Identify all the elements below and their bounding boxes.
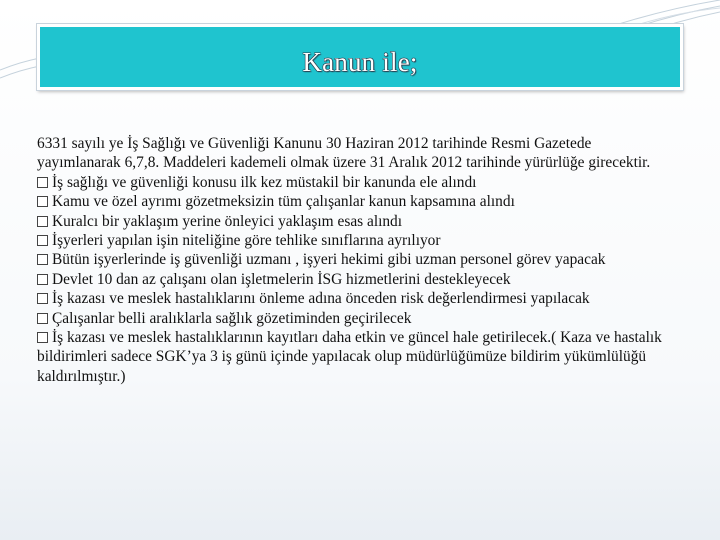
square-bullet-icon [37,274,48,285]
bullet-item [37,309,667,328]
bullet-text: İş kazası ve meslek hastalıklarının kayıtları daha etkin ve güncel hale getirilecek.( Kaza ve hastalık bildirimleri sadece SGK’ya 3 iş günü içinde yapılacak olup müdürlüğümüze bildirim yükümlülüğü kaldırılmıştır.) [37,329,662,385]
bullet-item [37,231,667,250]
square-bullet-icon [37,313,48,324]
bullet-text: İş sağlığı ve güvenliği konusu ilk kez müstakil bir kanunda ele alındı [52,173,477,191]
square-bullet-icon [37,196,48,207]
bullet-text: İşyerleri yapılan işin niteliğine göre tehlike sınıflarına ayrılıyor [52,232,441,250]
bullet-item [37,328,667,386]
bullet-text: Kuralcı bir yaklaşım yerine önleyici yaklaşım esas alındı [52,212,403,230]
bullet-item [37,270,667,289]
bullet-item [37,192,667,211]
bullet-text: Bütün işyerlerinde iş güvenliği uzmanı , işyeri hekimi gibi uzman personel görev yapacak [52,251,606,269]
bullet-item [37,289,667,308]
title-box [37,24,683,90]
body-content [37,134,667,386]
bullet-item [37,250,667,269]
bullet-text: Kamu ve özel ayrımı gözetmeksizin tüm çalışanlar kanun kapsamına alındı [52,193,515,211]
intro-paragraph: 6331 sayılı ye İş Sağlığı ve Güvenliği Kanunu 30 Haziran 2012 tarihinde Resmi Gazetede yayımlanarak 6,7,8. Maddeleri kademeli olmak üzere 31 Aralık 2012 tarihinde yürürlüğe girecektir. [37,135,651,172]
square-bullet-icon [37,254,48,265]
bullet-text: Devlet 10 dan az çalışanı olan işletmelerin İSG hizmetlerini destekleyecek [52,270,511,288]
square-bullet-icon [37,235,48,246]
square-bullet-icon [37,332,48,343]
square-bullet-icon [37,177,48,188]
bullet-item [37,212,667,231]
bullet-item [37,173,667,192]
bullet-text: İş kazası ve meslek hastalıklarını önleme adına önceden risk değerlendirmesi yapılacak [52,290,590,308]
square-bullet-icon [37,216,48,227]
slide-title: Kanun ile; [302,47,418,77]
bullet-list [37,173,667,386]
square-bullet-icon [37,293,48,304]
bullet-text: Çalışanlar belli aralıklarla sağlık gözetiminden geçirilecek [52,309,412,327]
